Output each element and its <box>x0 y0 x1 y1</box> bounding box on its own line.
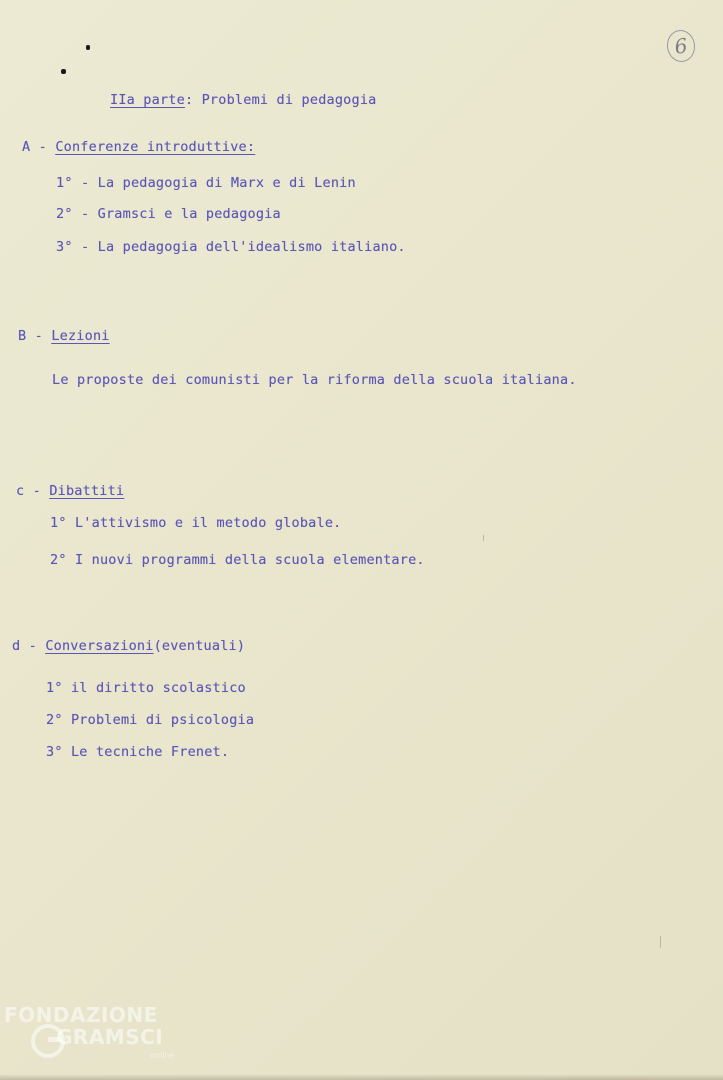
paper-mark <box>660 936 661 948</box>
heading-prefix: IIa parte <box>110 92 185 108</box>
section-b-label: B - <box>18 328 52 344</box>
ink-speck <box>86 45 90 50</box>
section-a-item: 3° - La pedagogia dell'idealismo italiano. <box>56 239 406 255</box>
section-a-item: 2° - Gramsci e la pedagogia <box>56 206 281 222</box>
section-d-item: 1° il diritto scolastico <box>46 680 246 696</box>
section-c-heading <box>16 483 124 499</box>
section-c-item: 1° L'attivismo e il metodo globale. <box>50 515 342 531</box>
section-a-title: Conferenze introduttive: <box>55 139 256 155</box>
paper-mark <box>483 535 484 541</box>
section-a-item: 1° - La pedagogia di Marx e di Lenin <box>56 175 356 191</box>
section-d-title: Conversazioni <box>45 638 154 654</box>
section-b-item: Le proposte dei comunisti per la riforma della scuola italiana. <box>52 372 577 388</box>
section-d-item: 3° Le tecniche Frenet. <box>46 744 230 760</box>
section-d-label: d - <box>12 638 46 654</box>
section-b-heading <box>18 328 110 344</box>
page-heading <box>110 92 377 108</box>
watermark-line2: GRAMSCI <box>56 1025 164 1049</box>
fondazione-gramsci-watermark <box>4 1003 184 1073</box>
page-number-text: 6 <box>673 33 689 59</box>
section-a-label: A - <box>22 139 56 155</box>
section-d-heading <box>12 638 245 654</box>
section-c-label: c - <box>16 483 50 499</box>
heading-title: : Problemi di pedagogia <box>184 92 377 108</box>
section-d-title-suffix: (eventuali) <box>153 638 246 654</box>
section-c-item: 2° I nuovi programmi della scuola elementare. <box>50 552 425 568</box>
section-c-title: Dibattiti <box>49 483 125 499</box>
ink-speck <box>61 69 66 74</box>
section-a-heading <box>22 139 255 155</box>
section-d-item: 2° Problemi di psicologia <box>46 712 255 728</box>
watermark-line1: FONDAZIONE <box>4 1003 158 1027</box>
watermark-line3: online <box>150 1051 175 1060</box>
section-b-title: Lezioni <box>51 328 110 344</box>
page-edge-shadow <box>0 1074 723 1080</box>
page-number <box>665 28 697 64</box>
